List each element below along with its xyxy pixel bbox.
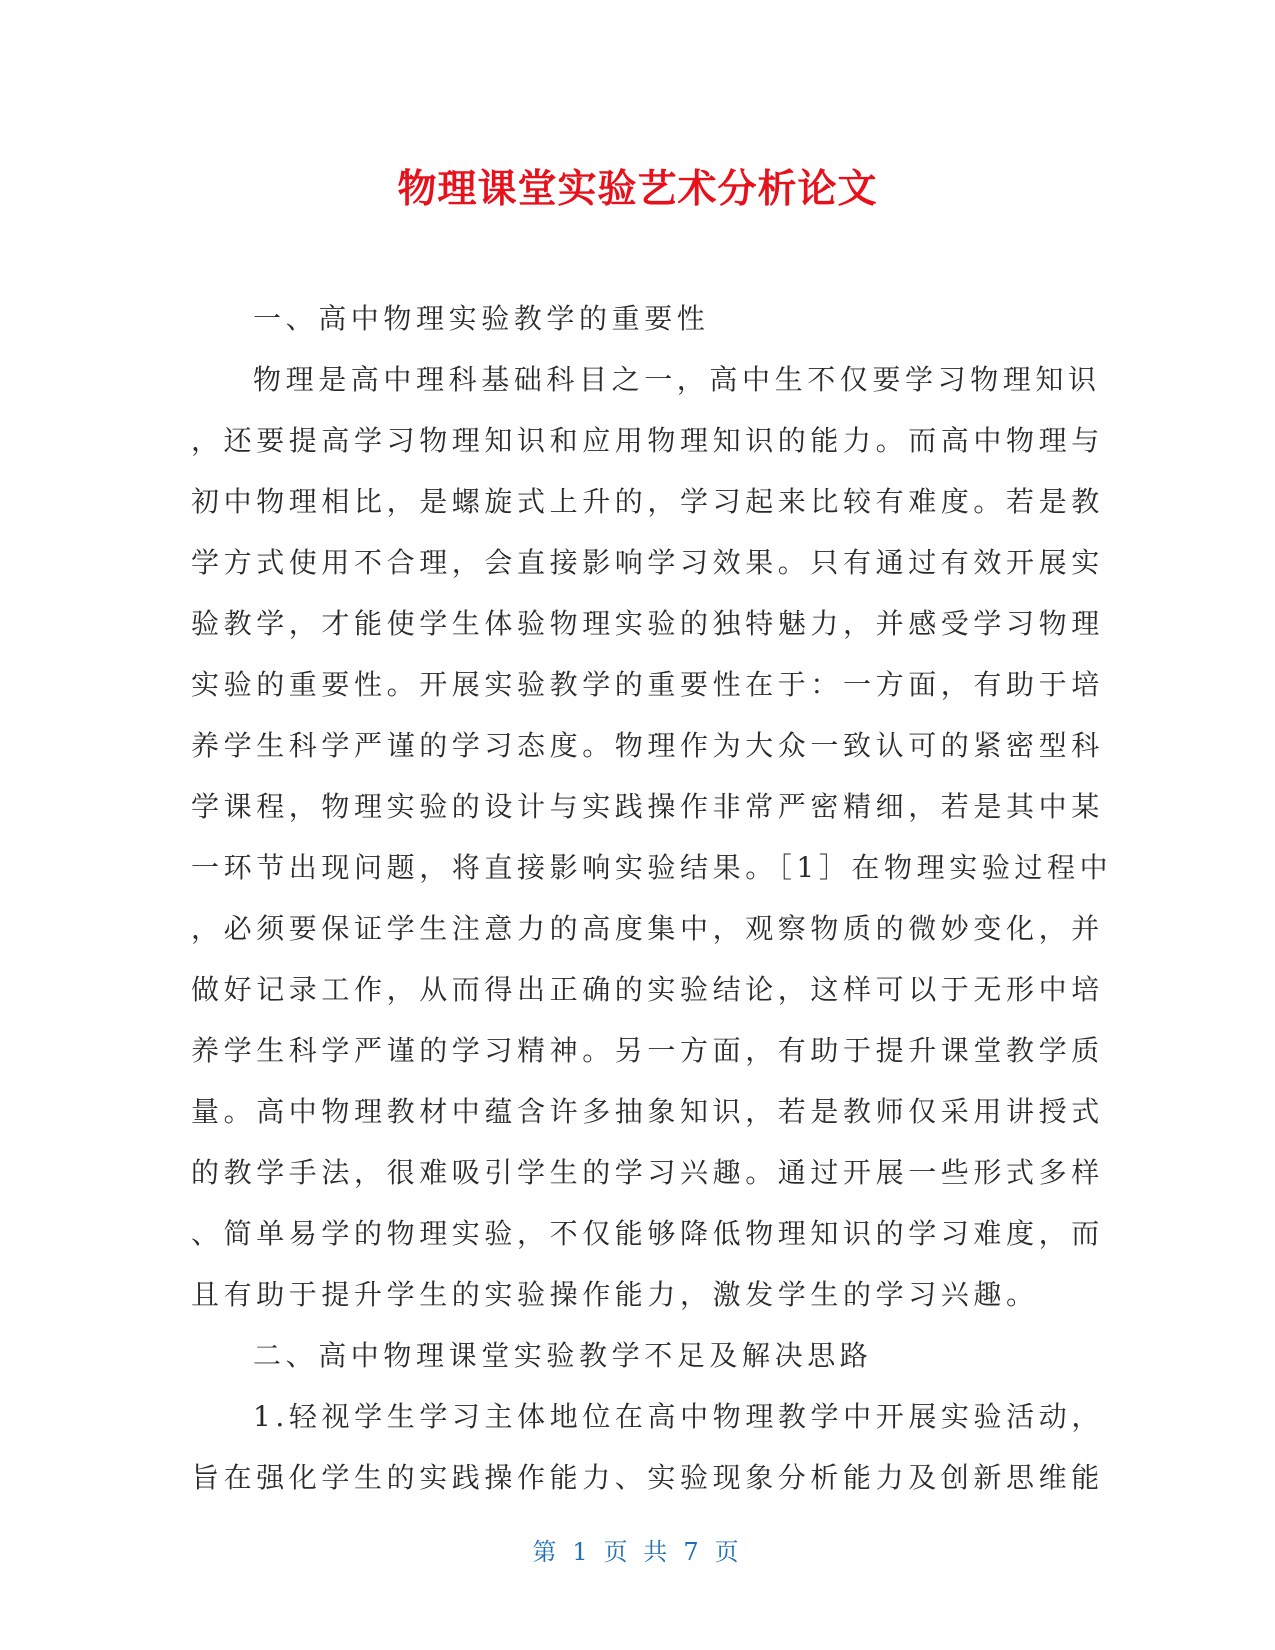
paragraph-line: 物理是高中理科基础科目之一，高中生不仅要学习物理知识 bbox=[253, 363, 1101, 396]
document-title: 物理课堂实验艺术分析论文 bbox=[397, 167, 878, 212]
document-body bbox=[191, 288, 1113, 1508]
paragraph-line: ，还要提高学习物理知识和应用物理知识的能力。而高中物理与 bbox=[191, 424, 1104, 457]
footer-suffix: 页 bbox=[714, 1538, 743, 1566]
paragraph-line: 养学生科学严谨的学习态度。物理作为大众一致认可的紧密型科 bbox=[191, 729, 1104, 762]
paragraph-line: 初中物理相比，是螺旋式上升的，学习起来比较有难度。若是教 bbox=[191, 485, 1104, 518]
paragraph-line: 养学生科学严谨的学习精神。另一方面，有助于提升课堂教学质 bbox=[191, 1034, 1104, 1067]
paragraph-line: 做好记录工作，从而得出正确的实验结论，这样可以于无形中培 bbox=[191, 973, 1104, 1006]
current-page-number: 1 bbox=[572, 1538, 592, 1566]
page-number-footer bbox=[0, 1532, 1275, 1567]
paragraph-line: 实验的重要性。开展实验教学的重要性在于：一方面，有助于培 bbox=[191, 668, 1104, 701]
paragraph-line: 且有助于提升学生的实验操作能力，激发学生的学习兴趣。 bbox=[191, 1278, 1039, 1311]
paragraph-line: 1.轻视学生学习主体地位在高中物理教学中开展实验活动， bbox=[253, 1400, 1104, 1433]
paragraph-line: 验教学，才能使学生体验物理实验的独特魅力，并感受学习物理 bbox=[191, 607, 1104, 640]
paragraph-line: 、简单易学的物理实验，不仅能够降低物理知识的学习难度，而 bbox=[191, 1217, 1104, 1250]
paragraph-line: 量。高中物理教材中蕴含许多抽象知识，若是教师仅采用讲授式 bbox=[191, 1095, 1104, 1128]
paragraph-line: ，必须要保证学生注意力的高度集中，观察物质的微妙变化，并 bbox=[191, 912, 1104, 945]
section-heading-2: 二、高中物理课堂实验教学不足及解决思路 bbox=[253, 1339, 873, 1372]
section-heading-1: 一、高中物理实验教学的重要性 bbox=[253, 302, 710, 335]
paragraph-line: 学课程，物理实验的设计与实践操作非常严密精细，若是其中某 bbox=[191, 790, 1104, 823]
paragraph-line: 学方式使用不合理，会直接影响学习效果。只有通过有效开展实 bbox=[191, 546, 1104, 579]
footer-prefix: 第 bbox=[532, 1538, 561, 1566]
paragraph-line: 旨在强化学生的实践操作能力、实验现象分析能力及创新思维能 bbox=[191, 1461, 1104, 1494]
paragraph-line: 的教学手法，很难吸引学生的学习兴趣。通过开展一些形式多样 bbox=[191, 1156, 1104, 1189]
paragraph-line: 一环节出现问题，将直接影响实验结果。［1］在物理实验过程中 bbox=[191, 851, 1113, 884]
footer-mid: 页 共 bbox=[603, 1538, 672, 1566]
total-pages-number: 7 bbox=[683, 1538, 703, 1566]
